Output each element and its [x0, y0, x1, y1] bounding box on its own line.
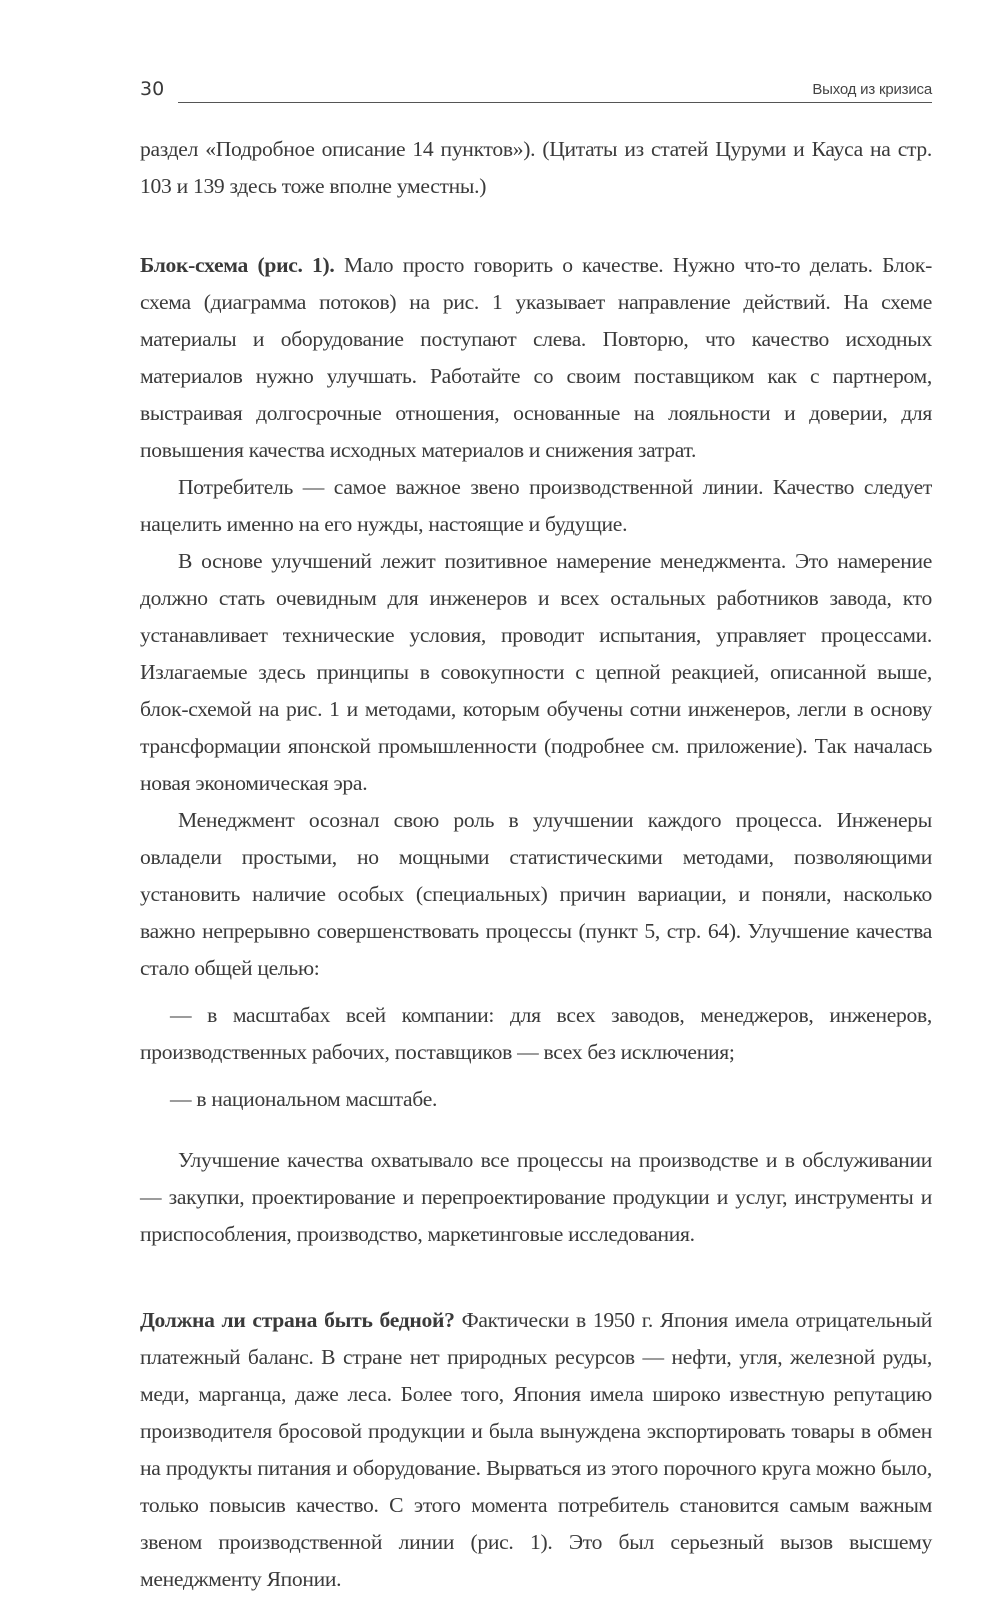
section-heading-flowchart: Блок-схема (рис. 1).: [140, 253, 335, 277]
paragraph-text: В основе улучшений лежит позитивное намерение менеджмента. Это намерение должно стать очевидным для инженеров и всех остальных работников завода, кто устанавливает технические условия, проводит испытания, управляет процессами. Излагаемые здесь принципы в совокупности с цепной реакцией, описанной выше, блок-схемой на рис. 1 и методами, которым обучены сотни инженеров, легли в основу трансформации японской промышленности (подробнее см. приложение). Так началась новая экономическая эра.: [140, 549, 932, 795]
paragraph-flowchart: [140, 247, 932, 469]
page-header: [140, 78, 932, 104]
list-item-company: [140, 997, 932, 1071]
paragraph-text: Потребитель — самое важное звено производственной линии. Качество следует нацелить именно на его нужды, настоящие и будущие.: [140, 475, 932, 536]
paragraph-continuation: [140, 131, 932, 205]
paragraph-text: раздел «Подробное описание 14 пунктов»). (Цитаты из статей Цуруми и Кауса на стр. 103 и 139 здесь тоже вполне уместны.): [140, 137, 932, 198]
paragraph-text: Улучшение качества охватывало все процессы на производстве и в обслуживании — закупки, проектирование и перепроектирование продукции и услуг, инструменты и приспособления, производство, маркетинговые исследования.: [140, 1148, 932, 1246]
paragraph-text: Фактически в 1950 г. Япония имела отрицательный платежный баланс. В стране нет природных ресурсов — нефти, угля, железной руды, меди, марганца, даже леса. Более того, Япония имела широко известную репутацию производителя бросовой продукции и была вынуждена экспортировать товары в обмен на продукты питания и оборудование. Вырваться из этого порочного круга можно было, только повысив качество. С этого момента потребитель становится самым важным звеном производственной линии (рис. 1). Это был серьезный вызов высшему менеджменту Японии.: [140, 1308, 932, 1591]
body-text: [140, 131, 932, 1598]
paragraph-poor-country: [140, 1302, 932, 1598]
paragraph-text: Менеджмент осознал свою роль в улучшении каждого процесса. Инженеры овладели простыми, но мощными статистическими методами, позволяющими установить наличие особых (специальных) причин вариации, и поняли, насколько важно непрерывно совершенствовать процессы (пункт 5, стр. 64). Улучшение качества стало общей целью:: [140, 808, 932, 980]
paragraph-management-intent: [140, 543, 932, 802]
paragraph-quality-scope: [140, 1142, 932, 1253]
section-heading-poor-country: Должна ли страна быть бедной?: [140, 1308, 455, 1332]
header-rule: [178, 102, 932, 103]
paragraph-text: Мало просто говорить о качестве. Нужно что-то делать. Блок-схема (диаграмма потоков) на рис. 1 указывает направление действий. На схеме материалы и оборудование поступают слева. Повторю, что качество исходных материалов нужно улучшать. Работайте со своим поставщиком как с партнером, выстраивая долгосрочные отношения, основанные на лояльности и доверии, для повышения качества исходных материалов и снижения затрат.: [140, 253, 932, 462]
running-title: Выход из кризиса: [812, 81, 932, 98]
paragraph-consumer: [140, 469, 932, 543]
page-number: 30: [140, 78, 165, 100]
list-item-text: — в масштабах всей компании: для всех заводов, менеджеров, инженеров, производственных рабочих, поставщиков — всех без исключения;: [140, 1003, 932, 1064]
list-item-text: — в национальном масштабе.: [170, 1087, 438, 1111]
list-item-national: [140, 1081, 932, 1118]
paragraph-management-role: [140, 802, 932, 987]
